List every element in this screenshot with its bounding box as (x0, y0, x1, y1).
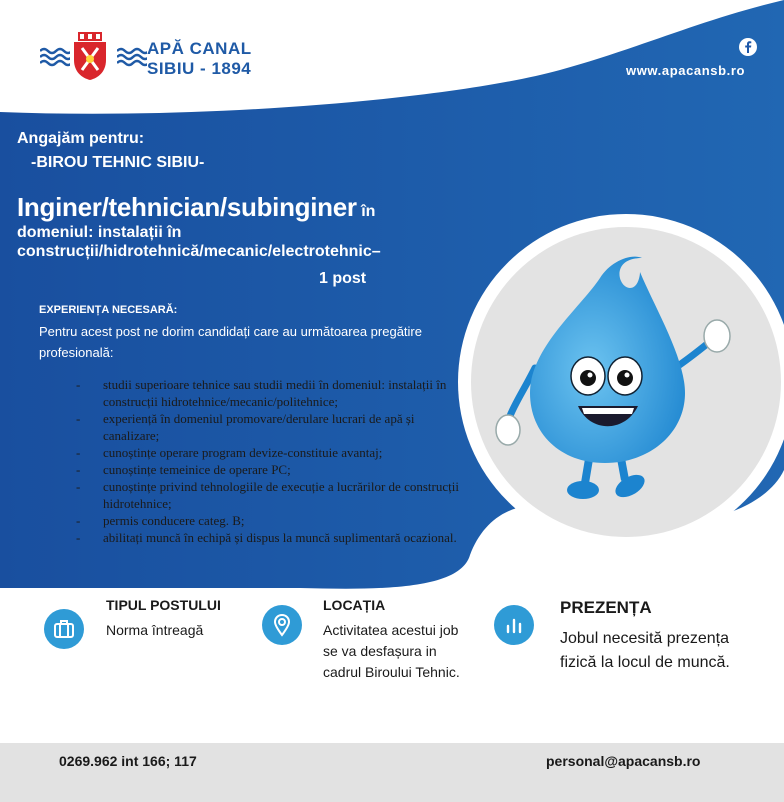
location-text-line1: Activitatea acestui job (323, 622, 459, 638)
bar-chart-icon (494, 605, 534, 645)
job-domain-line2: construcții/hidrotehnică/mecanic/electrotehnic– (17, 243, 381, 260)
job-domain-line1: domeniul: instalații în (17, 224, 182, 241)
requirements-list (76, 376, 468, 546)
job-title-suffix: în (361, 203, 376, 220)
requirement-item: - permis conducere categ. B; (76, 512, 468, 529)
requirement-item: - studii superioare tehnice sau studii medii în domeniul: instalații în construcții hidrotehnice/mecanic/politehnice; (76, 376, 468, 410)
location-pin-icon (262, 605, 302, 645)
requirement-item: - experiență în domeniul promovare/derulare lucrari de apă și canalizare; (76, 410, 468, 444)
email-link[interactable]: personal@apacansb.ro (546, 753, 701, 769)
requirement-item: - abilitați muncă în echipă și dispus la muncă suplimentară ocazional. (76, 529, 468, 546)
intro-text: Angajăm pentru: (17, 130, 145, 147)
footer-bar (0, 743, 784, 802)
brand-name: APĂ CANAL (147, 39, 252, 58)
job-type-text: Norma întreagă (106, 622, 204, 638)
water-drop-mascot-illustration (490, 248, 750, 518)
positions-count: 1 post (319, 270, 367, 287)
website-link[interactable]: www.apacansb.ro (626, 63, 746, 78)
logo-waves-left (40, 46, 70, 68)
department-text: -BIROU TEHNIC SIBIU- (31, 154, 205, 171)
requirement-item: - cunoștințe temeinice de operare PC; (76, 461, 468, 478)
presence-text-line2: fizică la locul de muncă. (560, 654, 730, 671)
presence-text-line1: Jobul necesită prezența (560, 630, 729, 647)
location-title: LOCAȚIA (323, 597, 386, 613)
coat-of-arms-icon (70, 32, 110, 80)
presence-title: PREZENȚA (560, 598, 652, 617)
requirement-item: - cunoștințe operare program devize-constituie avantaj; (76, 444, 468, 461)
requirement-item: - cunoștințe privind tehnologiile de execuție a lucrărilor de construcții hidrotehnice; (76, 478, 468, 512)
experience-title: EXPERIENȚA NECESARĂ: (39, 304, 178, 316)
job-type-title: TIPUL POSTULUI (106, 597, 221, 613)
briefcase-icon (44, 609, 84, 649)
location-text-line3: cadrul Biroului Tehnic. (323, 664, 460, 680)
phone-number[interactable]: 0269.962 int 166; 117 (59, 753, 197, 769)
facebook-icon[interactable] (739, 38, 757, 56)
brand-year: SIBIU - 1894 (147, 59, 252, 78)
location-text-line2: se va desfașura in (323, 643, 437, 659)
job-title-line (17, 192, 375, 223)
job-title: Inginer/tehnician/subinginer (17, 192, 357, 222)
experience-text: Pentru acest post ne dorim candidați care au următoarea pregătire profesională: (39, 324, 422, 360)
logo-waves-right (117, 46, 147, 68)
